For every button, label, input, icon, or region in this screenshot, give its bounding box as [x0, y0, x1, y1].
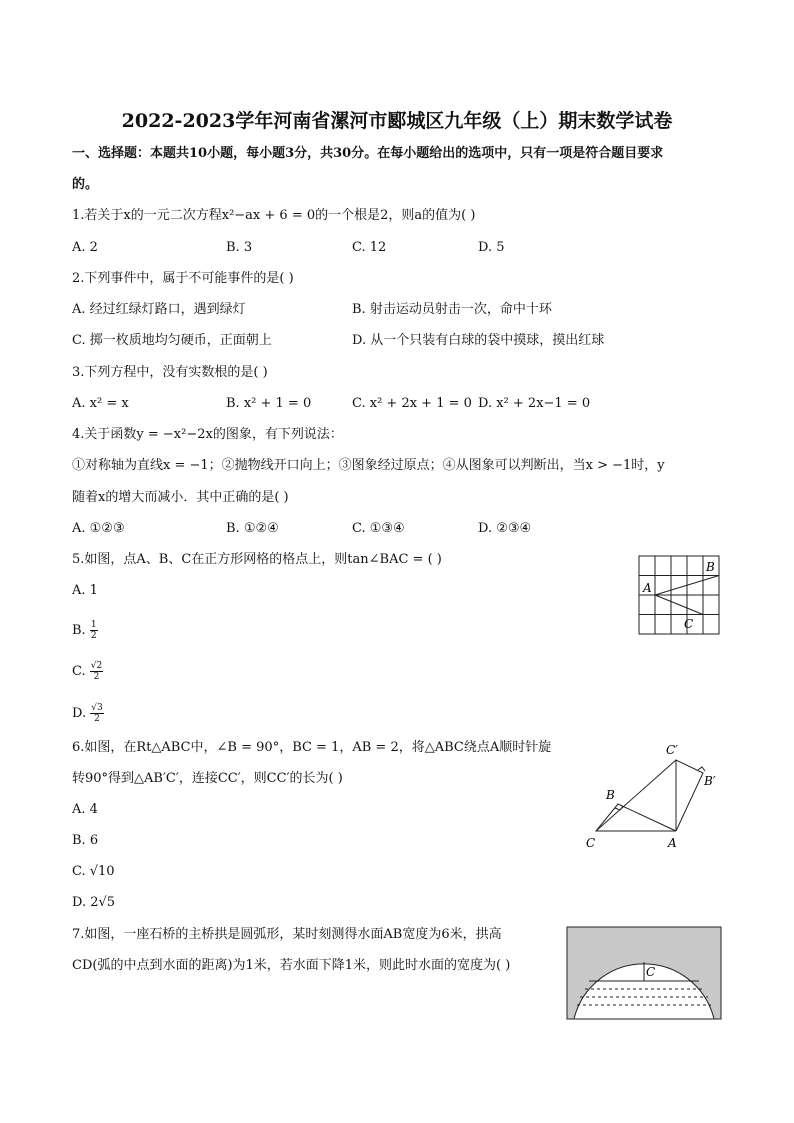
- q4-option-a: A. ①②③: [72, 521, 125, 536]
- q2-option-b: B. 射击运动员射击一次，命中十环: [352, 302, 552, 317]
- fraction-denominator: 2: [93, 672, 100, 682]
- section-heading-line2: 的。: [72, 177, 99, 192]
- q3-option-b: B. x² + 1 = 0: [226, 396, 312, 411]
- q4-option-d: D. ②③④: [478, 521, 532, 536]
- q6-option-b: B. 6: [72, 833, 99, 848]
- fraction-denominator: 2: [94, 714, 100, 724]
- q5-option-d-fraction: [90, 703, 103, 724]
- q5-option-c-fraction: [90, 661, 103, 682]
- q6-option-d: D. 2√5: [72, 895, 116, 910]
- q5-option-a: A. 1: [72, 583, 98, 598]
- q1-option-a: A. 2: [72, 240, 98, 255]
- triangle-ab-prime-c-prime: [676, 760, 703, 831]
- q5-option-b-fraction: [90, 620, 98, 641]
- fraction-denominator: 2: [90, 631, 97, 641]
- fraction-numerator: √2: [90, 661, 103, 671]
- point-label-b: B: [606, 788, 615, 802]
- point-label-c: C: [684, 617, 694, 631]
- q5-grid-figure: [636, 553, 722, 637]
- q3-option-c: C. x² + 2x + 1 = 0: [352, 396, 472, 411]
- q1-option-d: D. 5: [478, 240, 505, 255]
- point-label-a: A: [643, 581, 652, 595]
- q6-option-c: C. √10: [72, 864, 115, 879]
- q7-bridge-figure: [566, 926, 722, 1020]
- q3-option-a: A. x² = x: [72, 396, 129, 411]
- point-label-c-prime: C′: [666, 743, 678, 757]
- q5-option-c: [72, 661, 103, 682]
- q1-option-b: B. 3: [226, 240, 253, 255]
- page-title: 2022-2023学年河南省漯河市郾城区九年级（上）期末数学试卷: [121, 110, 673, 132]
- triangle-abc: [596, 804, 676, 831]
- q5-option-d-label: D.: [72, 706, 87, 721]
- fraction-numerator: √3: [91, 703, 103, 713]
- q5-option-b-label: B.: [72, 623, 86, 638]
- q4-line2: ①对称轴为直线x = −1；②抛物线开口向上；③图象经过原点；④从图象可以判断出，当x > −1时，y: [72, 458, 665, 473]
- q5-stem: 5.如图，点A、B、C在正方形网格的格点上，则tan∠BAC = ( ): [72, 552, 442, 567]
- q5-option-c-label: C.: [72, 664, 86, 679]
- point-label-b-prime: B′: [704, 774, 716, 788]
- q4-line3: 随着x的增大而减小．其中正确的是( ): [72, 490, 289, 505]
- q4-stem: 4.关于函数y = −x²−2x的图象，有下列说法：: [72, 427, 343, 442]
- q4-option-b: B. ①②④: [226, 521, 279, 536]
- q7-stem: 7.如图，一座石桥的主桥拱是圆弧形，某时刻测得水面AB宽度为6米，拱高: [72, 927, 502, 942]
- segment-ac: [655, 595, 703, 615]
- q3-stem: 3.下列方程中，没有实数根的是( ): [72, 365, 268, 380]
- q4-option-c: C. ①③④: [352, 521, 405, 536]
- q2-option-c: C. 掷一枚质地均匀硬币，正面朝上: [72, 333, 272, 348]
- point-label-b: B: [706, 560, 715, 574]
- q6-triangle-figure: [580, 738, 728, 854]
- q6-line2: 转90°得到△AB′C′，连接CC′，则CC′的长为( ): [72, 771, 343, 786]
- q1-stem: 1.若关于x的一元二次方程x²−ax + 6 = 0的一个根是2，则a的值为( ): [72, 208, 476, 223]
- point-label-c: C: [646, 965, 656, 979]
- q2-stem: 2.下列事件中，属于不可能事件的是( ): [72, 271, 294, 286]
- right-angle-mark-b-prime: [698, 767, 705, 771]
- q5-option-d: [72, 703, 104, 724]
- q1-option-c: C. 12: [352, 240, 387, 255]
- q5-option-b: [72, 620, 98, 641]
- q6-stem: 6.如图，在Rt△ABC中，∠B = 90°，BC = 1，AB = 2，将△ABC绕点A顺时针旋: [72, 740, 552, 755]
- point-label-c: C: [586, 836, 596, 850]
- q2-option-a: A. 经过红绿灯路口，遇到绿灯: [72, 302, 246, 317]
- section-heading-line1: 一、选择题：本题共10小题，每小题3分，共30分。在每小题给出的选项中，只有一项是符合题目要求: [72, 146, 664, 161]
- q3-option-d: D. x² + 2x−1 = 0: [478, 396, 591, 411]
- q6-option-a: A. 4: [72, 802, 98, 817]
- q2-option-d: D. 从一个只装有白球的袋中摸球，摸出红球: [352, 333, 605, 348]
- point-label-a: A: [668, 836, 677, 850]
- q7-line2: CD(弧的中点到水面的距离)为1米，若水面下降1米，则此时水面的宽度为( ): [72, 958, 511, 973]
- fraction-numerator: 1: [90, 620, 97, 630]
